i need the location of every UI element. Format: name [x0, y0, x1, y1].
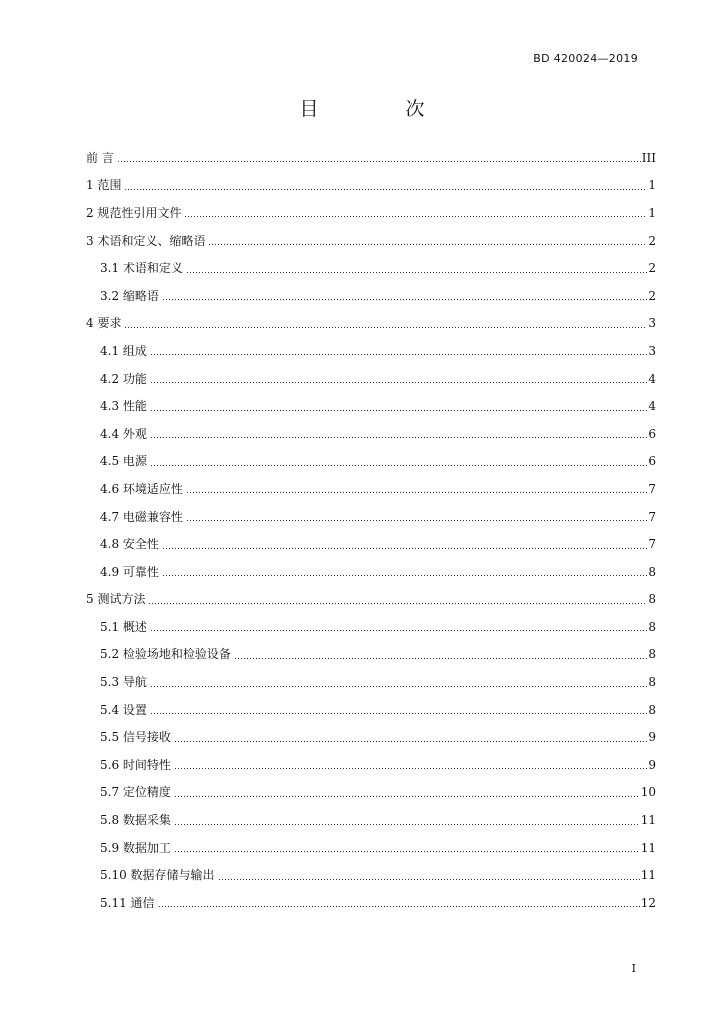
toc-dot-leader	[158, 897, 640, 908]
toc-dot-leader	[124, 318, 647, 329]
toc-entry-label: 5.11 通信	[100, 895, 155, 910]
toc-entry[interactable]	[86, 172, 656, 200]
toc-entry-page: 2	[648, 261, 656, 276]
toc-entry-label: 4.3 性能	[100, 399, 147, 414]
toc-dot-leader	[174, 815, 640, 826]
toc-entry-page: 2	[648, 233, 656, 248]
toc-dot-leader	[186, 511, 647, 522]
toc-dot-leader	[117, 152, 641, 163]
toc-dot-leader	[234, 649, 647, 660]
toc-entry-page: 11	[640, 868, 656, 883]
toc-entry-page: 2	[648, 288, 656, 303]
toc-entry-page: 8	[648, 619, 656, 634]
toc-dot-leader	[174, 759, 647, 770]
toc-entry-label: 5.10 数据存储与输出	[100, 868, 215, 883]
toc-entry[interactable]	[86, 889, 656, 917]
toc-entry[interactable]	[86, 503, 656, 531]
toc-entry-page: 8	[648, 702, 656, 717]
toc-entry-label: 5.4 设置	[100, 702, 147, 717]
toc-entry[interactable]	[86, 475, 656, 503]
toc-dot-leader	[150, 401, 647, 412]
toc-entry-label: 前 言	[86, 150, 114, 165]
toc-entry-label: 4.2 功能	[100, 371, 147, 386]
toc-dot-leader	[162, 290, 647, 301]
toc-dot-leader	[208, 235, 647, 246]
toc-entry-page: 10	[640, 785, 656, 800]
toc-entry-page: 4	[648, 371, 656, 386]
toc-entry-label: 5.2 检验场地和检验设备	[100, 647, 231, 662]
page-number: I	[631, 962, 636, 975]
toc-dot-leader	[150, 704, 647, 715]
toc-dot-leader	[150, 373, 647, 384]
toc-entry-label: 4.5 电源	[100, 454, 147, 469]
toc-dot-leader	[174, 787, 640, 798]
toc-dot-leader	[150, 345, 647, 356]
toc-entry[interactable]	[86, 613, 656, 641]
toc-entry-page: 7	[648, 481, 656, 496]
toc-entry-page: 3	[648, 343, 656, 358]
toc-entry-label: 4.7 电磁兼容性	[100, 509, 183, 524]
toc-entry[interactable]	[86, 806, 656, 834]
toc-entry-page: 9	[648, 730, 656, 745]
toc-entry-page: 12	[640, 895, 656, 910]
toc-entry-label: 1 范围	[86, 178, 122, 193]
toc-dot-leader	[184, 207, 647, 218]
toc-entry-page: 6	[648, 426, 656, 441]
toc-entry-page: 9	[648, 757, 656, 772]
toc-dot-leader	[148, 594, 647, 605]
toc-entry-label: 4.1 组成	[100, 343, 147, 358]
toc-entry-label: 5.6 时间特性	[100, 757, 171, 772]
toc-entry[interactable]	[86, 310, 656, 338]
toc-entry[interactable]	[86, 779, 656, 807]
toc-entry[interactable]	[86, 530, 656, 558]
toc-entry-label: 4.6 环境适应性	[100, 481, 183, 496]
toc-entry-page: 11	[640, 813, 656, 828]
toc-entry-label: 3.2 缩略语	[100, 288, 159, 303]
toc-entry-page: 8	[648, 592, 656, 607]
toc-dot-leader	[218, 870, 640, 881]
toc-entry-label: 4 要求	[86, 316, 122, 331]
toc-entry[interactable]	[86, 834, 656, 862]
toc-entry[interactable]	[86, 668, 656, 696]
toc-entry-label: 5.8 数据采集	[100, 813, 171, 828]
toc-entry-page: 8	[648, 564, 656, 579]
toc-entry[interactable]	[86, 723, 656, 751]
toc-entry[interactable]	[86, 199, 656, 227]
toc-entry-page: III	[641, 150, 656, 165]
toc-entry[interactable]	[86, 144, 656, 172]
toc-entry[interactable]	[86, 227, 656, 255]
toc-dot-leader	[162, 539, 647, 550]
toc-entry-label: 4.9 可靠性	[100, 564, 159, 579]
toc-entry[interactable]	[86, 751, 656, 779]
toc-entry-label: 4.4 外观	[100, 426, 147, 441]
toc-entry[interactable]	[86, 254, 656, 282]
toc-dot-leader	[174, 842, 640, 853]
toc-dot-leader	[124, 180, 647, 191]
toc-entry-label: 5.3 导航	[100, 675, 147, 690]
toc-entry-page: 3	[648, 316, 656, 331]
toc-dot-leader	[174, 732, 647, 743]
toc-entry[interactable]	[86, 448, 656, 476]
toc-entry[interactable]	[86, 641, 656, 669]
toc-entry-label: 2 规范性引用文件	[86, 205, 182, 220]
toc-dot-leader	[150, 456, 647, 467]
toc-dot-leader	[162, 566, 647, 577]
toc-entry-label: 5.7 定位精度	[100, 785, 171, 800]
toc-entry[interactable]	[86, 365, 656, 393]
toc-entry-label: 5.1 概述	[100, 619, 147, 634]
toc-entry[interactable]	[86, 696, 656, 724]
toc-entry[interactable]	[86, 420, 656, 448]
toc-entry-label: 3 术语和定义、缩略语	[86, 233, 206, 248]
toc-entry-page: 7	[648, 537, 656, 552]
toc-entry-label: 4.8 安全性	[100, 537, 159, 552]
toc-dot-leader	[186, 263, 647, 274]
table-of-contents	[86, 144, 656, 917]
toc-entry-page: 4	[648, 399, 656, 414]
toc-entry-label: 5.5 信号接收	[100, 730, 171, 745]
toc-entry[interactable]	[86, 392, 656, 420]
document-code: BD 420024—2019	[533, 52, 638, 65]
toc-entry-page: 8	[648, 675, 656, 690]
toc-entry-page: 1	[648, 205, 656, 220]
toc-dot-leader	[150, 428, 647, 439]
toc-entry-page: 1	[648, 178, 656, 193]
toc-entry[interactable]	[86, 282, 656, 310]
toc-dot-leader	[186, 483, 647, 494]
toc-entry[interactable]	[86, 558, 656, 586]
toc-entry-page: 6	[648, 454, 656, 469]
toc-dot-leader	[150, 621, 647, 632]
toc-entry[interactable]	[86, 337, 656, 365]
toc-dot-leader	[150, 677, 647, 688]
toc-entry-label: 3.1 术语和定义	[100, 261, 183, 276]
toc-entry-page: 7	[648, 509, 656, 524]
toc-entry-page: 11	[640, 840, 656, 855]
page-title: 目 次	[299, 98, 459, 120]
toc-entry[interactable]	[86, 586, 656, 614]
toc-entry[interactable]	[86, 861, 656, 889]
toc-entry-page: 8	[648, 647, 656, 662]
toc-entry-label: 5 测试方法	[86, 592, 146, 607]
toc-entry-label: 5.9 数据加工	[100, 840, 171, 855]
